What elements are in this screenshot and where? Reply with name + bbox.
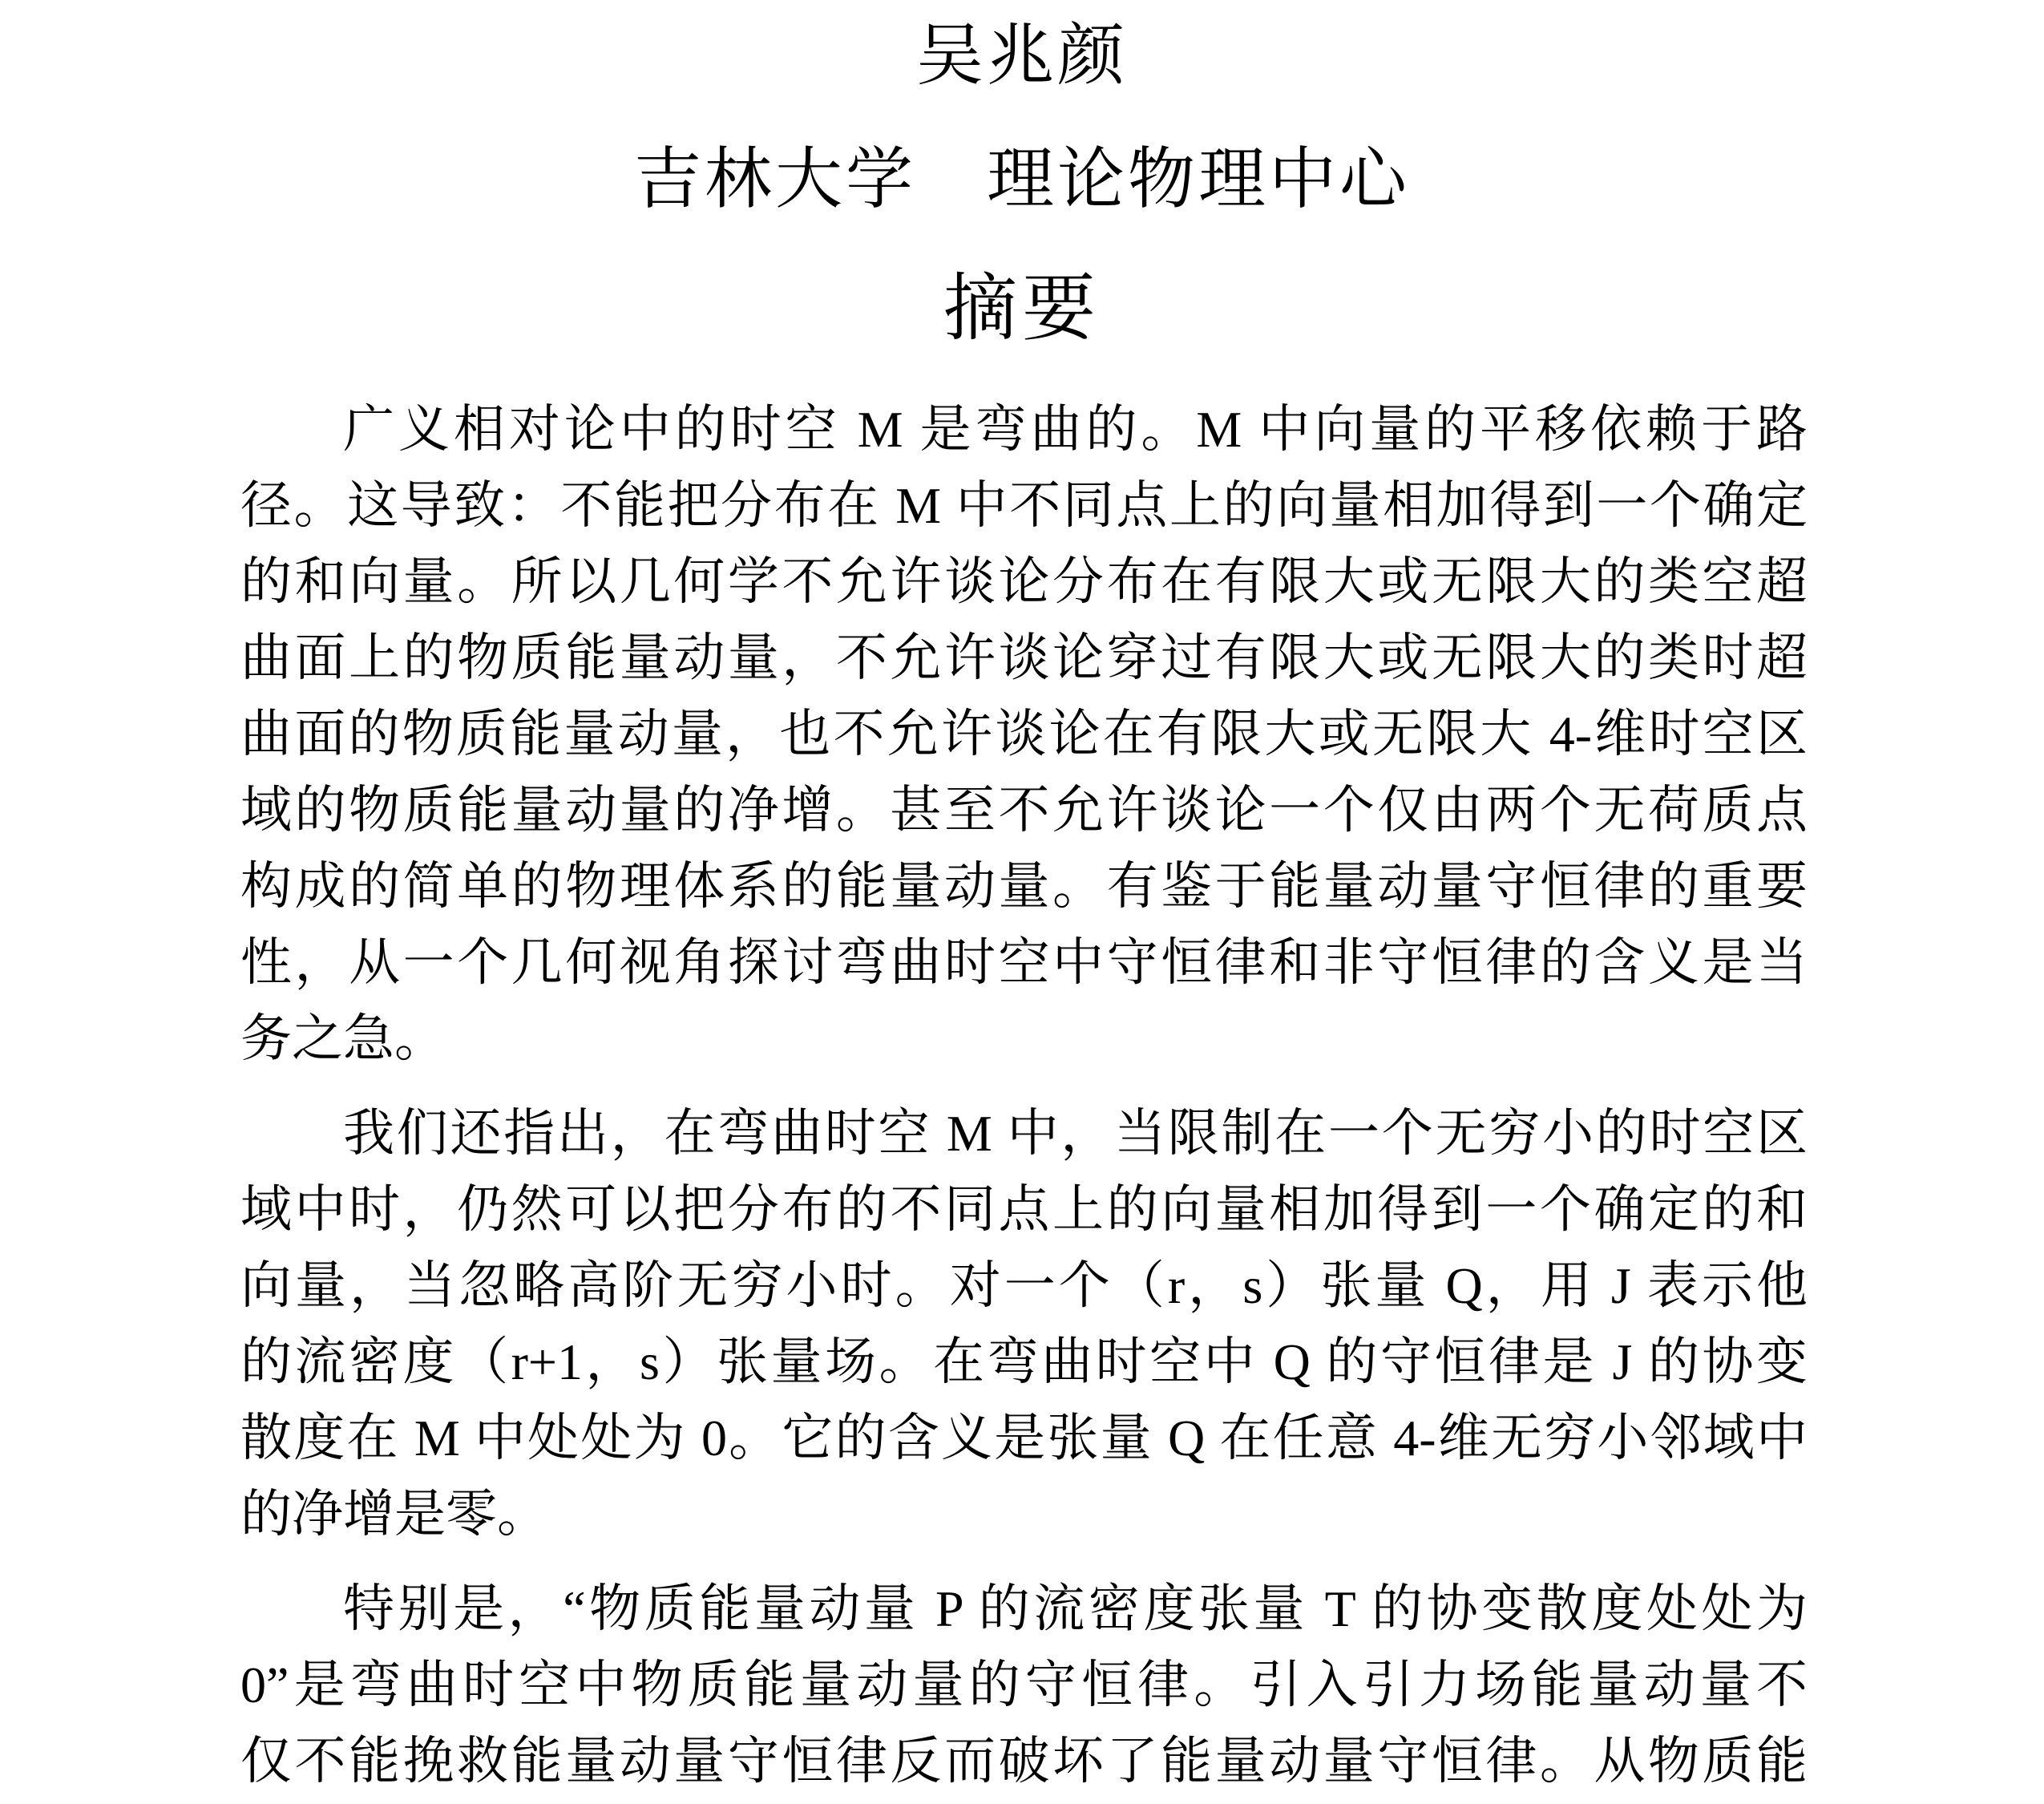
paragraph xyxy=(240,1095,1808,1552)
affiliation: 吉林大学 理论物理中心 xyxy=(633,143,1410,217)
body-line: 径。这导致：不能把分布在 M 中不同点上的向量相加得到一个确定 xyxy=(240,477,1808,534)
abstract-body xyxy=(240,391,1808,1799)
body-line: 散度在 M 中处处为 0。它的含义是张量 Q 在任意 4-维无穷小邻域中 xyxy=(240,1410,1808,1466)
body-line: 的净增是零。 xyxy=(240,1486,548,1543)
body-line: 域中时，仍然可以把分布的不同点上的向量相加得到一个确定的和 xyxy=(240,1181,1808,1238)
body-line: 域的物质能量动量的净增。甚至不允许谈论一个仅由两个无荷质点 xyxy=(240,782,1808,839)
body-line: 务之急。 xyxy=(240,1010,446,1067)
abstract-heading: 摘要 xyxy=(943,268,1101,350)
body-line: 性，从一个几何视角探讨弯曲时空中守恒律和非守恒律的含义是当 xyxy=(240,934,1808,991)
body-line: 仅不能挽救能量动量守恒律反而破坏了能量动量守恒律。从物质能 xyxy=(240,1733,1808,1790)
author-name: 吴兆颜 xyxy=(915,19,1128,94)
body-line: 构成的简单的物理体系的能量动量。有鉴于能量动量守恒律的重要 xyxy=(240,858,1808,915)
body-line: 的流密度（r+1，s）张量场。在弯曲时空中 Q 的守恒律是 J 的协变 xyxy=(240,1333,1808,1390)
body-line: 向量，当忽略高阶无穷小时。对一个（r，s）张量 Q，用 J 表示他 xyxy=(240,1257,1808,1314)
body-line: 广义相对论中的时空 M 是弯曲的。M 中向量的平移依赖于路 xyxy=(343,401,1808,458)
body-line: 曲面的物质能量动量，也不允许谈论在有限大或无限大 4-维时空区 xyxy=(240,706,1808,762)
body-line: 特别是，“物质能量动量 P 的流密度张量 T 的协变散度处处为 xyxy=(343,1580,1808,1637)
body-line: 曲面上的物质能量动量，不允许谈论穿过有限大或无限大的类时超 xyxy=(240,629,1808,686)
paragraph xyxy=(240,391,1808,1077)
body-line: 我们还指出，在弯曲时空 M 中，当限制在一个无穷小的时空区 xyxy=(343,1105,1808,1162)
body-line: 的和向量。所以几何学不允许谈论分布在有限大或无限大的类空超 xyxy=(240,553,1808,610)
paragraph xyxy=(240,1571,1808,1799)
body-line: 0”是弯曲时空中物质能量动量的守恒律。引入引力场能量动量不 xyxy=(240,1656,1808,1713)
